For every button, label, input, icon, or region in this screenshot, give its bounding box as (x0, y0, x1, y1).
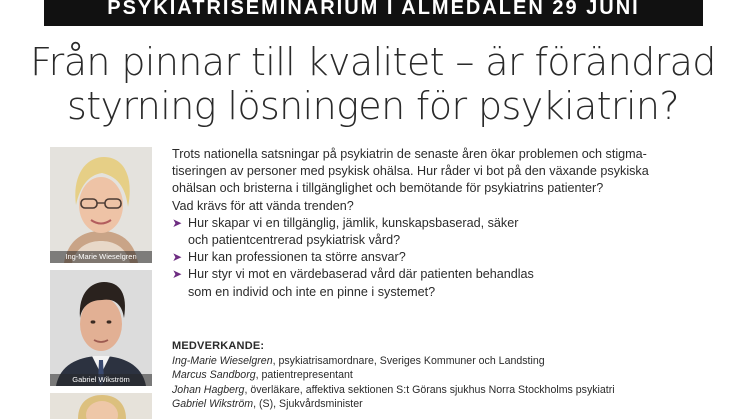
intro-line: Vad krävs för att vända trenden? (172, 198, 354, 213)
portrait-illustration (50, 147, 152, 263)
contributor-name: Ing-Marie Wieselgren (172, 354, 273, 367)
contributor-row (172, 397, 712, 412)
photo-ing-marie-wieselgren (50, 147, 152, 263)
photo-gabriel-wikstrom (50, 270, 152, 386)
event-banner: PSYKIATRISEMINARIUM I ALMEDALEN 29 JUNI (44, 0, 703, 26)
question-item (172, 266, 702, 300)
arrow-bullet-icon: ➤ (172, 267, 183, 282)
title-line-1: Från pinnar till kvalitet – är förändrad (30, 40, 716, 84)
question-item (172, 215, 702, 249)
contributor-name: Johan Hagberg (172, 383, 245, 396)
contributor-role: , (S), Sjukvårdsminister (253, 398, 363, 410)
contributor-name: Marcus Sandborg (172, 369, 256, 381)
portrait-illustration (50, 270, 152, 386)
contributor-role: , patientrepresentant (255, 369, 353, 381)
question-line: Hur kan professionen ta större ansvar? (188, 250, 406, 265)
contributor-row (172, 383, 712, 398)
intro-line: ohälsan och bristerna i tillgänglighet och bemötande för psykiatrins patienter? (172, 181, 604, 196)
contributor-row (172, 354, 712, 369)
page-title (0, 40, 746, 128)
contributor-role: , överläkare, affektiva sektionen S:t Görans sjukhus Norra Stockholms psykiatri (244, 383, 615, 396)
arrow-bullet-icon: ➤ (172, 250, 183, 265)
contributor-role: , psykiatrisamordnare, Sveriges Kommuner och Landsting (272, 354, 545, 367)
intro-text (172, 146, 702, 301)
question-line: och patientcentrerad psykiatrisk vård? (188, 233, 401, 248)
portrait-illustration (50, 393, 152, 419)
photo-caption: Gabriel Wikström (50, 374, 152, 386)
question-item (172, 249, 702, 266)
intro-line: Trots nationella satsningar på psykiatrin de senaste åren ökar problemen och stigma- (172, 147, 647, 161)
contributor-name: Gabriel Wikström (172, 398, 254, 410)
arrow-bullet-icon: ➤ (172, 215, 183, 230)
photo-partial (50, 393, 152, 419)
photo-caption: Ing-Marie Wieselgren (50, 251, 152, 263)
question-line: Hur skapar vi en tillgänglig, jämlik, kunskapsbaserad, säker (188, 215, 519, 230)
intro-line: tiseringen av personer med psykisk ohälsa. Hur råder vi bot på den växande psykiska (172, 164, 649, 179)
contributors-section (172, 339, 712, 412)
title-line-2: styrning lösningen för psykiatrin? (67, 84, 679, 128)
contributor-row (172, 368, 712, 383)
question-line: som en individ och inte en pinne i systemet? (188, 284, 436, 299)
contributors-heading: MEDVERKANDE: (172, 340, 265, 352)
question-line: Hur styr vi mot en värdebaserad vård där patienten behandlas (188, 267, 534, 282)
